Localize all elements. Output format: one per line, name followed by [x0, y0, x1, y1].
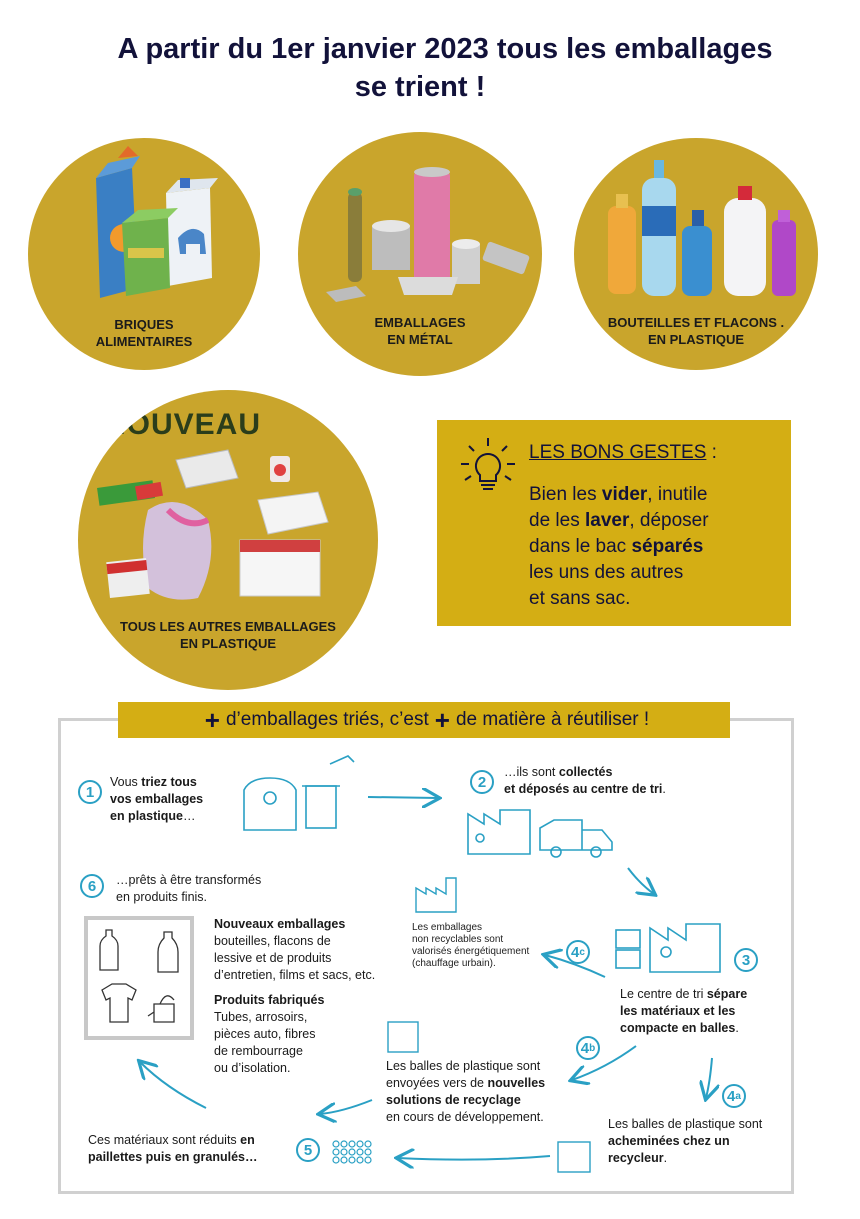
- step-4a-number: 4 a: [722, 1084, 746, 1108]
- bons-gestes-heading: LES BONS GESTES :: [529, 442, 717, 463]
- step-6-text: …prêts à être transformés en produits finis.: [116, 873, 262, 904]
- watering-can-icon: [148, 996, 174, 1022]
- circle-bouteilles-label: BOUTEILLES ET FLACONS . EN PLASTIQUE: [607, 315, 785, 347]
- circle-briques-label: BRIQUES ALIMENTAIRES: [95, 317, 193, 349]
- nouveau-badge: NOUVEAU: [104, 408, 262, 441]
- step-4c-number: 4 c: [566, 940, 590, 964]
- small-factory-icon: [416, 878, 456, 912]
- step-3-number: 3: [734, 948, 758, 972]
- step-2-text: …ils sont collectés et déposés au centre de tri.: [504, 765, 666, 796]
- step-4a-text: Les balles de plastique sont acheminées chez un recycleur.: [608, 1117, 763, 1165]
- finished-products-box: [84, 916, 194, 1040]
- sweater-icon: [102, 984, 136, 1022]
- step-5-number: 5: [296, 1138, 320, 1162]
- title-line-1: A partir du 1er janvier 2023 tous les emballages: [117, 33, 773, 65]
- detergent-icon: [158, 932, 178, 972]
- cycle-banner: + d’emballages triés, c’est + de matière à réutiliser !: [118, 702, 730, 738]
- products-icons: [88, 920, 190, 1036]
- step-1-number: 1: [78, 780, 102, 804]
- circle-metal-label: EMBALLAGES EN MÉTAL: [374, 315, 466, 347]
- bottle-icon: [100, 930, 118, 970]
- step-4c-text: Les emballages non recyclables sont valorisés énergétiquement (chauffage urbain).: [412, 922, 530, 969]
- step-5-text: Ces matériaux sont réduits en paillettes puis en granulés…: [88, 1133, 258, 1164]
- bons-gestes-text: Bien les vider, inutile de les laver, déposer dans le bac séparés les uns des autres et sans sac.: [529, 484, 709, 609]
- products-text: Nouveaux emballages bouteilles, flacons de lessive et de produits d’entretien, films et sacs, etc. Produits fabriqués Tubes, arrosoirs, pièces auto, fibres de rembourrage ou d’isolation.: [214, 917, 376, 1075]
- step-1-text: Vous triez tous vos emballages en plastique…: [110, 775, 204, 823]
- sorting-center-icon: [616, 924, 720, 972]
- title-line-2: se trient !: [354, 71, 486, 103]
- step-2-number: 2: [470, 770, 494, 794]
- factory-truck-icon: [468, 810, 612, 857]
- step-6-number: 6: [80, 874, 104, 898]
- step-4b-number: 4 b: [576, 1036, 600, 1060]
- bins-icon: [244, 756, 354, 830]
- step-3-text: Le centre de tri sépare les matériaux et les compacte en balles.: [620, 987, 748, 1035]
- granules-icon: [333, 1141, 371, 1163]
- circle-nouveau-label: TOUS LES AUTRES EMBALLAGES EN PLASTIQUE: [120, 619, 336, 651]
- step-4b-text: Les balles de plastique sont envoyées vers de nouvelles solutions de recyclage en cours de développement.: [386, 1059, 546, 1124]
